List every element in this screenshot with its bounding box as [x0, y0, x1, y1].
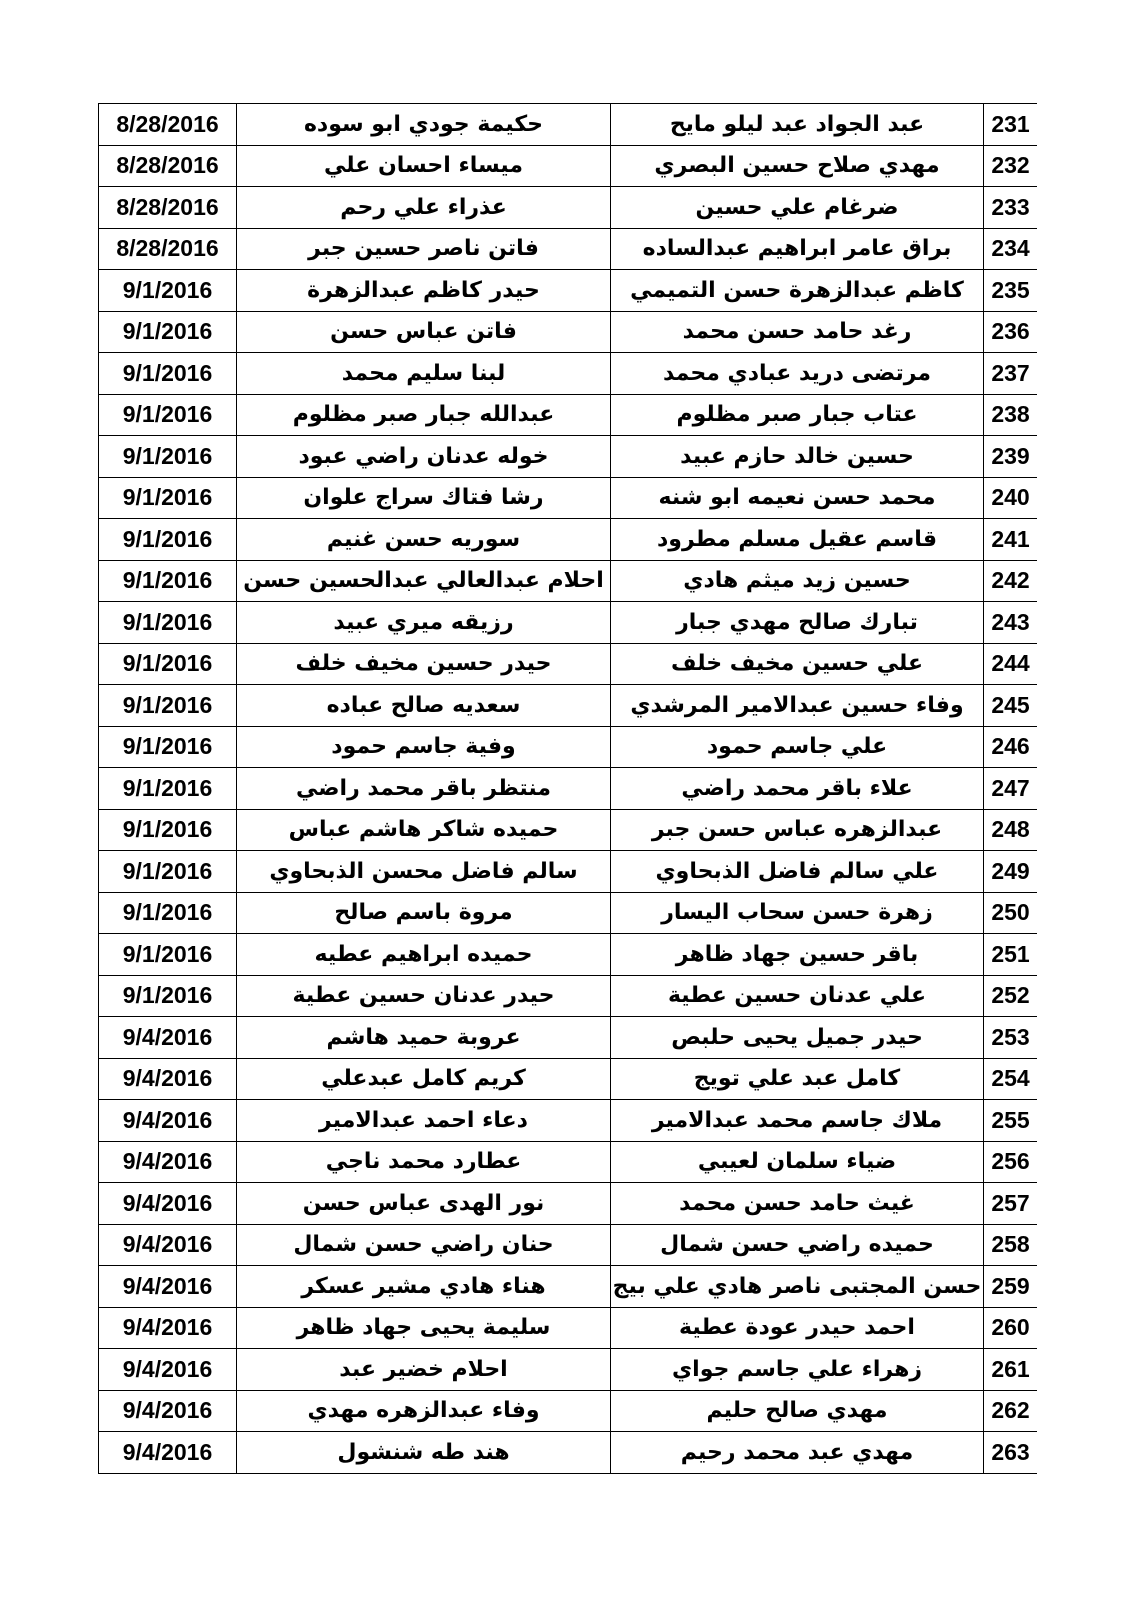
- second-name-cell: وفاء عبدالزهره مهدي: [237, 1390, 611, 1432]
- date-cell: 9/1/2016: [99, 975, 237, 1017]
- first-name-cell: محمد حسن نعيمه ابو شنه: [611, 477, 984, 519]
- row-number-cell: 257: [984, 1183, 1038, 1225]
- row-number-cell: 250: [984, 892, 1038, 934]
- date-cell: 9/1/2016: [99, 436, 237, 478]
- second-name-cell: منتظر باقر محمد راضي: [237, 768, 611, 810]
- table-row: [99, 602, 1038, 644]
- first-name-cell: مهدي صلاح حسين البصري: [611, 145, 984, 187]
- row-number-cell: 233: [984, 187, 1038, 229]
- row-number-cell: 247: [984, 768, 1038, 810]
- table-row: [99, 892, 1038, 934]
- records-table: [98, 103, 1037, 1474]
- row-number-cell: 238: [984, 394, 1038, 436]
- row-number-cell: 237: [984, 353, 1038, 395]
- first-name-cell: غيث حامد حسن محمد: [611, 1183, 984, 1225]
- first-name-cell: كامل عبد علي تويج: [611, 1058, 984, 1100]
- first-name-cell: زهرة حسن سحاب اليسار: [611, 892, 984, 934]
- second-name-cell: عذراء علي رحم: [237, 187, 611, 229]
- second-name-cell: دعاء احمد عبدالامير: [237, 1100, 611, 1142]
- second-name-cell: حنان راضي حسن شمال: [237, 1224, 611, 1266]
- table-row: [99, 145, 1038, 187]
- second-name-cell: كريم كامل عبدعلي: [237, 1058, 611, 1100]
- date-cell: 9/4/2016: [99, 1224, 237, 1266]
- date-cell: 8/28/2016: [99, 228, 237, 270]
- row-number-cell: 243: [984, 602, 1038, 644]
- second-name-cell: حيدر حسين مخيف خلف: [237, 643, 611, 685]
- date-cell: 9/1/2016: [99, 851, 237, 893]
- date-cell: 9/1/2016: [99, 768, 237, 810]
- first-name-cell: وفاء حسين عبدالامير المرشدي: [611, 685, 984, 727]
- date-cell: 8/28/2016: [99, 187, 237, 229]
- first-name-cell: براق عامر ابراهيم عبدالساده: [611, 228, 984, 270]
- date-cell: 9/4/2016: [99, 1141, 237, 1183]
- first-name-cell: احمد حيدر عودة عطية: [611, 1307, 984, 1349]
- row-number-cell: 259: [984, 1266, 1038, 1308]
- second-name-cell: رشا فتاك سراج علوان: [237, 477, 611, 519]
- date-cell: 9/1/2016: [99, 519, 237, 561]
- first-name-cell: كاظم عبدالزهرة حسن التميمي: [611, 270, 984, 312]
- second-name-cell: هند طه شنشول: [237, 1432, 611, 1474]
- row-number-cell: 256: [984, 1141, 1038, 1183]
- row-number-cell: 255: [984, 1100, 1038, 1142]
- first-name-cell: زهراء علي جاسم جواي: [611, 1349, 984, 1391]
- second-name-cell: حيدر عدنان حسين عطية: [237, 975, 611, 1017]
- first-name-cell: تبارك صالح مهدي جبار: [611, 602, 984, 644]
- first-name-cell: مرتضى دريد عبادي محمد: [611, 353, 984, 395]
- table-row: [99, 1307, 1038, 1349]
- second-name-cell: سالم فاضل محسن الذبحاوي: [237, 851, 611, 893]
- row-number-cell: 244: [984, 643, 1038, 685]
- first-name-cell: قاسم عقيل مسلم مطرود: [611, 519, 984, 561]
- date-cell: 9/1/2016: [99, 643, 237, 685]
- row-number-cell: 258: [984, 1224, 1038, 1266]
- first-name-cell: حيدر جميل يحيى حلبص: [611, 1017, 984, 1059]
- second-name-cell: حكيمة جودي ابو سوده: [237, 104, 611, 146]
- row-number-cell: 241: [984, 519, 1038, 561]
- table-row: [99, 1432, 1038, 1474]
- date-cell: 9/4/2016: [99, 1100, 237, 1142]
- table-row: [99, 228, 1038, 270]
- row-number-cell: 253: [984, 1017, 1038, 1059]
- date-cell: 9/1/2016: [99, 726, 237, 768]
- row-number-cell: 262: [984, 1390, 1038, 1432]
- date-cell: 9/1/2016: [99, 892, 237, 934]
- date-cell: 9/1/2016: [99, 394, 237, 436]
- date-cell: 9/4/2016: [99, 1432, 237, 1474]
- second-name-cell: حميده شاكر هاشم عباس: [237, 809, 611, 851]
- table-row: [99, 270, 1038, 312]
- date-cell: 9/1/2016: [99, 809, 237, 851]
- second-name-cell: رزيقه ميري عبيد: [237, 602, 611, 644]
- date-cell: 9/1/2016: [99, 270, 237, 312]
- table-row: [99, 1349, 1038, 1391]
- first-name-cell: باقر حسين جهاد ظاهر: [611, 934, 984, 976]
- table-row: [99, 768, 1038, 810]
- second-name-cell: نور الهدى عباس حسن: [237, 1183, 611, 1225]
- first-name-cell: علاء باقر محمد راضي: [611, 768, 984, 810]
- date-cell: 8/28/2016: [99, 104, 237, 146]
- second-name-cell: سعديه صالح عباده: [237, 685, 611, 727]
- first-name-cell: عتاب جبار صبر مظلوم: [611, 394, 984, 436]
- date-cell: 9/1/2016: [99, 477, 237, 519]
- first-name-cell: ضياء سلمان لعيبي: [611, 1141, 984, 1183]
- date-cell: 9/4/2016: [99, 1017, 237, 1059]
- second-name-cell: ميساء احسان علي: [237, 145, 611, 187]
- row-number-cell: 232: [984, 145, 1038, 187]
- second-name-cell: فاتن ناصر حسين جبر: [237, 228, 611, 270]
- table-row: [99, 1141, 1038, 1183]
- second-name-cell: احلام عبدالعالي عبدالحسين حسن: [237, 560, 611, 602]
- table-row: [99, 394, 1038, 436]
- second-name-cell: لبنا سليم محمد: [237, 353, 611, 395]
- row-number-cell: 235: [984, 270, 1038, 312]
- table-row: [99, 436, 1038, 478]
- date-cell: 9/1/2016: [99, 602, 237, 644]
- row-number-cell: 248: [984, 809, 1038, 851]
- records-table-body: [99, 104, 1038, 1474]
- row-number-cell: 252: [984, 975, 1038, 1017]
- date-cell: 9/1/2016: [99, 560, 237, 602]
- date-cell: 9/4/2016: [99, 1307, 237, 1349]
- table-row: [99, 809, 1038, 851]
- table-row: [99, 1266, 1038, 1308]
- row-number-cell: 242: [984, 560, 1038, 602]
- second-name-cell: احلام خضير عبد: [237, 1349, 611, 1391]
- first-name-cell: عبدالزهره عباس حسن جبر: [611, 809, 984, 851]
- second-name-cell: مروة باسم صالح: [237, 892, 611, 934]
- table-row: [99, 685, 1038, 727]
- second-name-cell: حميده ابراهيم عطيه: [237, 934, 611, 976]
- table-row: [99, 643, 1038, 685]
- table-row: [99, 851, 1038, 893]
- table-row: [99, 560, 1038, 602]
- date-cell: 9/1/2016: [99, 353, 237, 395]
- row-number-cell: 239: [984, 436, 1038, 478]
- table-row: [99, 353, 1038, 395]
- row-number-cell: 231: [984, 104, 1038, 146]
- second-name-cell: خوله عدنان راضي عبود: [237, 436, 611, 478]
- row-number-cell: 236: [984, 311, 1038, 353]
- table-row: [99, 311, 1038, 353]
- first-name-cell: عبد الجواد عبد ليلو مايح: [611, 104, 984, 146]
- first-name-cell: حسن المجتبى ناصر هادي علي بيج: [611, 1266, 984, 1308]
- first-name-cell: مهدي عبد محمد رحيم: [611, 1432, 984, 1474]
- table-row: [99, 1390, 1038, 1432]
- table-row: [99, 104, 1038, 146]
- first-name-cell: علي سالم فاضل الذبحاوي: [611, 851, 984, 893]
- second-name-cell: وفية جاسم حمود: [237, 726, 611, 768]
- table-row: [99, 975, 1038, 1017]
- first-name-cell: علي عدنان حسين عطية: [611, 975, 984, 1017]
- first-name-cell: رغد حامد حسن محمد: [611, 311, 984, 353]
- table-row: [99, 934, 1038, 976]
- table-row: [99, 477, 1038, 519]
- second-name-cell: عطارد محمد ناجي: [237, 1141, 611, 1183]
- first-name-cell: ضرغام علي حسين: [611, 187, 984, 229]
- table-row: [99, 726, 1038, 768]
- date-cell: 8/28/2016: [99, 145, 237, 187]
- table-row: [99, 1183, 1038, 1225]
- row-number-cell: 263: [984, 1432, 1038, 1474]
- table-row: [99, 519, 1038, 561]
- row-number-cell: 234: [984, 228, 1038, 270]
- table-row: [99, 1100, 1038, 1142]
- table-row: [99, 1017, 1038, 1059]
- date-cell: 9/1/2016: [99, 934, 237, 976]
- second-name-cell: سليمة يحيى جهاد ظاهر: [237, 1307, 611, 1349]
- date-cell: 9/1/2016: [99, 311, 237, 353]
- first-name-cell: حسين زيد ميثم هادي: [611, 560, 984, 602]
- table-row: [99, 187, 1038, 229]
- date-cell: 9/4/2016: [99, 1390, 237, 1432]
- row-number-cell: 261: [984, 1349, 1038, 1391]
- first-name-cell: مهدي صالح حليم: [611, 1390, 984, 1432]
- first-name-cell: علي حسين مخيف خلف: [611, 643, 984, 685]
- first-name-cell: حميده راضي حسن شمال: [611, 1224, 984, 1266]
- table-row: [99, 1058, 1038, 1100]
- table-row: [99, 1224, 1038, 1266]
- second-name-cell: حيدر كاظم عبدالزهرة: [237, 270, 611, 312]
- second-name-cell: عبدالله جبار صبر مظلوم: [237, 394, 611, 436]
- second-name-cell: عروبة حميد هاشم: [237, 1017, 611, 1059]
- date-cell: 9/1/2016: [99, 685, 237, 727]
- row-number-cell: 240: [984, 477, 1038, 519]
- row-number-cell: 249: [984, 851, 1038, 893]
- row-number-cell: 260: [984, 1307, 1038, 1349]
- date-cell: 9/4/2016: [99, 1349, 237, 1391]
- row-number-cell: 245: [984, 685, 1038, 727]
- row-number-cell: 254: [984, 1058, 1038, 1100]
- row-number-cell: 251: [984, 934, 1038, 976]
- first-name-cell: ملاك جاسم محمد عبدالامير: [611, 1100, 984, 1142]
- second-name-cell: فاتن عباس حسن: [237, 311, 611, 353]
- date-cell: 9/4/2016: [99, 1266, 237, 1308]
- first-name-cell: حسين خالد حازم عبيد: [611, 436, 984, 478]
- second-name-cell: سوريه حسن غنيم: [237, 519, 611, 561]
- first-name-cell: علي جاسم حمود: [611, 726, 984, 768]
- date-cell: 9/4/2016: [99, 1183, 237, 1225]
- date-cell: 9/4/2016: [99, 1058, 237, 1100]
- row-number-cell: 246: [984, 726, 1038, 768]
- second-name-cell: هناء هادي مشير عسكر: [237, 1266, 611, 1308]
